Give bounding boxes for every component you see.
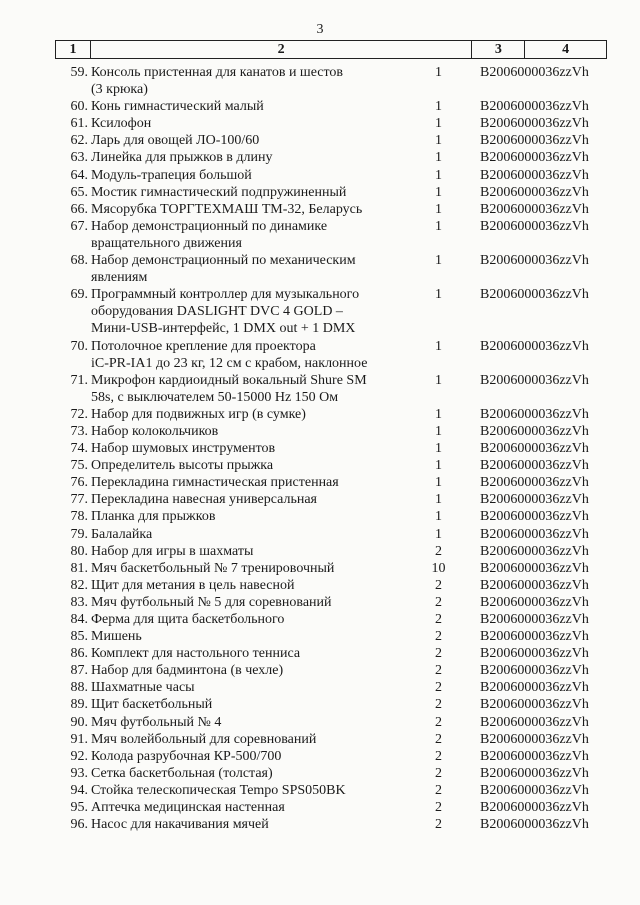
table-row bbox=[0, 731, 640, 748]
item-name bbox=[91, 372, 412, 406]
table-row bbox=[0, 560, 640, 577]
item-name bbox=[91, 543, 412, 560]
item-code: B2006000036zzVh bbox=[480, 184, 589, 200]
item-name bbox=[91, 184, 412, 201]
item-quantity: 1 bbox=[435, 150, 442, 166]
row-number: 95. bbox=[70, 800, 88, 816]
item-name-line: Конь гимнастический малый bbox=[91, 99, 264, 115]
item-code: B2006000036zzVh bbox=[480, 492, 589, 508]
item-name bbox=[91, 679, 412, 696]
header-col-1: 1 bbox=[56, 41, 91, 58]
item-name-line: Потолочное крепление для проектора bbox=[91, 338, 316, 354]
item-quantity: 1 bbox=[435, 287, 442, 303]
item-name bbox=[91, 201, 412, 218]
item-code: B2006000036zzVh bbox=[480, 423, 589, 439]
item-code: B2006000036zzVh bbox=[480, 218, 589, 234]
row-number: 87. bbox=[70, 663, 88, 679]
table-row bbox=[0, 645, 640, 662]
table-row bbox=[0, 440, 640, 457]
table-row bbox=[0, 218, 640, 252]
item-name bbox=[91, 594, 412, 611]
row-number: 92. bbox=[70, 748, 88, 764]
item-name-line: Набор для бадминтона (в чехле) bbox=[91, 663, 284, 679]
row-number: 74. bbox=[70, 441, 88, 457]
row-number: 64. bbox=[70, 167, 88, 183]
item-quantity: 1 bbox=[435, 372, 442, 388]
item-name bbox=[91, 662, 412, 679]
table-row bbox=[0, 679, 640, 696]
item-code: B2006000036zzVh bbox=[480, 116, 589, 132]
table-row bbox=[0, 64, 640, 98]
item-name bbox=[91, 474, 412, 491]
item-name-line: Колода разрубочная КР-500/700 bbox=[91, 748, 282, 764]
item-name-line: Набор демонстрационный по механическим bbox=[91, 253, 356, 269]
table-row bbox=[0, 816, 640, 833]
row-number: 76. bbox=[70, 475, 88, 491]
item-name bbox=[91, 64, 412, 98]
item-name bbox=[91, 526, 412, 543]
item-name bbox=[91, 457, 412, 474]
table-row bbox=[0, 201, 640, 218]
item-quantity: 2 bbox=[435, 663, 442, 679]
item-quantity: 1 bbox=[435, 184, 442, 200]
item-name-line: Планка для прыжков bbox=[91, 509, 216, 525]
item-code: B2006000036zzVh bbox=[480, 338, 589, 354]
table-row bbox=[0, 611, 640, 628]
item-quantity: 2 bbox=[435, 646, 442, 662]
item-name bbox=[91, 167, 412, 184]
item-name-line: Ларь для овощей ЛО-100/60 bbox=[91, 133, 260, 149]
item-name-line: Мостик гимнастический подпружиненный bbox=[91, 184, 347, 200]
item-name-line: явлениям bbox=[91, 270, 148, 286]
row-number: 75. bbox=[70, 458, 88, 474]
table-row bbox=[0, 115, 640, 132]
item-quantity: 1 bbox=[435, 99, 442, 115]
item-name bbox=[91, 577, 412, 594]
row-number: 82. bbox=[70, 577, 88, 593]
table-row bbox=[0, 782, 640, 799]
row-number: 85. bbox=[70, 629, 88, 645]
item-code: B2006000036zzVh bbox=[480, 782, 589, 798]
item-code: B2006000036zzVh bbox=[480, 133, 589, 149]
item-name bbox=[91, 731, 412, 748]
item-code: B2006000036zzVh bbox=[480, 543, 589, 559]
item-code: B2006000036zzVh bbox=[480, 817, 589, 833]
item-code: B2006000036zzVh bbox=[480, 526, 589, 542]
row-number: 77. bbox=[70, 492, 88, 508]
item-name-line: Шахматные часы bbox=[91, 680, 195, 696]
item-name-line: Набор для игры в шахматы bbox=[91, 543, 254, 559]
row-number: 89. bbox=[70, 697, 88, 713]
item-name-line: Микрофон кардиоидный вокальный Shure SM bbox=[91, 372, 367, 388]
table-row bbox=[0, 98, 640, 115]
row-number: 78. bbox=[70, 509, 88, 525]
item-quantity: 1 bbox=[435, 201, 442, 217]
item-quantity: 1 bbox=[435, 406, 442, 422]
item-name bbox=[91, 508, 412, 525]
table-row bbox=[0, 167, 640, 184]
item-name-line: Линейка для прыжков в длину bbox=[91, 150, 273, 166]
table-row bbox=[0, 594, 640, 611]
table-row bbox=[0, 628, 640, 645]
item-name-line: Насос для накачивания мячей bbox=[91, 817, 269, 833]
table-row bbox=[0, 406, 640, 423]
row-number: 94. bbox=[70, 782, 88, 798]
row-number: 91. bbox=[70, 731, 88, 747]
item-name bbox=[91, 765, 412, 782]
table-row bbox=[0, 799, 640, 816]
item-name bbox=[91, 149, 412, 166]
item-code: B2006000036zzVh bbox=[480, 680, 589, 696]
table-row bbox=[0, 252, 640, 286]
item-code: B2006000036zzVh bbox=[480, 458, 589, 474]
item-name-line: Мясорубка ТОРГТЕХМАШ ТМ-32, Беларусь bbox=[91, 201, 363, 217]
item-name-line: 58s, с выключателем 50-15000 Hz 150 Ом bbox=[91, 389, 339, 405]
item-name-line: оборудования DASLIGHT DVC 4 GOLD – bbox=[91, 304, 343, 320]
item-code: B2006000036zzVh bbox=[480, 714, 589, 730]
item-name bbox=[91, 98, 412, 115]
item-code: B2006000036zzVh bbox=[480, 594, 589, 610]
row-number: 73. bbox=[70, 423, 88, 439]
table-row bbox=[0, 132, 640, 149]
row-number: 79. bbox=[70, 526, 88, 542]
item-quantity: 1 bbox=[435, 475, 442, 491]
item-name bbox=[91, 286, 412, 337]
item-name bbox=[91, 423, 412, 440]
item-quantity: 2 bbox=[435, 731, 442, 747]
item-name bbox=[91, 440, 412, 457]
table-row bbox=[0, 491, 640, 508]
item-quantity: 1 bbox=[435, 509, 442, 525]
item-name-line: Щит для метания в цель навесной bbox=[91, 577, 295, 593]
item-name-line: Мини-USB-интерфейс, 1 DMX out + 1 DMX bbox=[91, 321, 356, 337]
item-name bbox=[91, 645, 412, 662]
item-quantity: 2 bbox=[435, 680, 442, 696]
item-quantity: 2 bbox=[435, 714, 442, 730]
table-row bbox=[0, 508, 640, 525]
item-code: B2006000036zzVh bbox=[480, 406, 589, 422]
item-code: B2006000036zzVh bbox=[480, 509, 589, 525]
row-number: 70. bbox=[70, 338, 88, 354]
item-name-line: Программный контроллер для музыкального bbox=[91, 287, 360, 303]
item-name bbox=[91, 748, 412, 765]
item-quantity: 2 bbox=[435, 748, 442, 764]
item-name-line: Набор колокольчиков bbox=[91, 423, 219, 439]
item-quantity: 1 bbox=[435, 218, 442, 234]
item-name-line: Определитель высоты прыжка bbox=[91, 458, 274, 474]
item-name-line: Мяч футбольный № 4 bbox=[91, 714, 222, 730]
row-number: 62. bbox=[70, 133, 88, 149]
header-col-3: 3 bbox=[472, 41, 525, 58]
table-row bbox=[0, 457, 640, 474]
item-quantity: 1 bbox=[435, 526, 442, 542]
item-code: B2006000036zzVh bbox=[480, 65, 589, 80]
table-body bbox=[0, 64, 640, 833]
item-quantity: 2 bbox=[435, 817, 442, 833]
item-name-line: Стойка телескопическая Tempo SPS050BK bbox=[91, 782, 346, 798]
table-header bbox=[55, 40, 607, 59]
table-row bbox=[0, 696, 640, 713]
row-number: 83. bbox=[70, 594, 88, 610]
item-quantity: 2 bbox=[435, 543, 442, 559]
item-quantity: 2 bbox=[435, 800, 442, 816]
row-number: 71. bbox=[70, 372, 88, 388]
item-quantity: 2 bbox=[435, 765, 442, 781]
item-quantity: 2 bbox=[435, 577, 442, 593]
item-code: B2006000036zzVh bbox=[480, 475, 589, 491]
item-quantity: 10 bbox=[431, 560, 446, 576]
item-name-line: Мяч баскетбольный № 7 тренировочный bbox=[91, 560, 335, 576]
item-name-line: (3 крюка) bbox=[91, 82, 148, 98]
item-code: B2006000036zzVh bbox=[480, 612, 589, 627]
item-quantity: 2 bbox=[435, 612, 442, 627]
row-number: 86. bbox=[70, 646, 88, 662]
item-name-line: Мяч футбольный № 5 для соревнований bbox=[91, 594, 332, 610]
item-quantity: 1 bbox=[435, 458, 442, 474]
item-name-line: Перекладина гимнастическая пристенная bbox=[91, 475, 339, 491]
item-name bbox=[91, 696, 412, 713]
item-name-line: Модуль-трапеция большой bbox=[91, 167, 252, 183]
item-code: B2006000036zzVh bbox=[480, 731, 589, 747]
table-row bbox=[0, 423, 640, 440]
item-name bbox=[91, 628, 412, 645]
item-name-line: iC-PR-IA1 до 23 кг, 12 см с крабом, наклонное bbox=[91, 355, 368, 371]
row-number: 68. bbox=[70, 253, 88, 269]
item-code: B2006000036zzVh bbox=[480, 99, 589, 115]
item-code: B2006000036zzVh bbox=[480, 697, 589, 713]
row-number: 67. bbox=[70, 218, 88, 234]
item-quantity: 1 bbox=[435, 423, 442, 439]
row-number: 80. bbox=[70, 543, 88, 559]
item-code: B2006000036zzVh bbox=[480, 663, 589, 679]
item-code: B2006000036zzVh bbox=[480, 577, 589, 593]
item-name bbox=[91, 218, 412, 252]
item-quantity: 1 bbox=[435, 253, 442, 269]
item-name-line: Ксилофон bbox=[91, 116, 152, 132]
table-row bbox=[0, 765, 640, 782]
table-row bbox=[0, 372, 640, 406]
row-number: 61. bbox=[70, 116, 88, 132]
item-name-line: вращательного движения bbox=[91, 235, 242, 251]
item-name-line: Консоль пристенная для канатов и шестов bbox=[91, 65, 344, 80]
row-number: 84. bbox=[70, 612, 88, 627]
item-quantity: 1 bbox=[435, 338, 442, 354]
item-code: B2006000036zzVh bbox=[480, 167, 589, 183]
item-quantity: 1 bbox=[435, 65, 442, 80]
table-row bbox=[0, 149, 640, 166]
item-name-line: Перекладина навесная универсальная bbox=[91, 492, 317, 508]
item-name bbox=[91, 491, 412, 508]
row-number: 72. bbox=[70, 406, 88, 422]
item-code: B2006000036zzVh bbox=[480, 765, 589, 781]
item-name bbox=[91, 560, 412, 577]
item-code: B2006000036zzVh bbox=[480, 800, 589, 816]
item-code: B2006000036zzVh bbox=[480, 201, 589, 217]
item-code: B2006000036zzVh bbox=[480, 372, 589, 388]
item-name-line: Набор демонстрационный по динамике bbox=[91, 218, 328, 234]
item-name-line: Мишень bbox=[91, 629, 142, 645]
item-name bbox=[91, 132, 412, 149]
item-name-line: Балалайка bbox=[91, 526, 153, 542]
item-name bbox=[91, 338, 412, 372]
item-code: B2006000036zzVh bbox=[480, 646, 589, 662]
table-row bbox=[0, 748, 640, 765]
table-row bbox=[0, 184, 640, 201]
item-name-line: Щит баскетбольный bbox=[91, 697, 213, 713]
header-col-2: 2 bbox=[91, 41, 473, 58]
item-name-line: Комплект для настольного тенниса bbox=[91, 646, 301, 662]
table-row bbox=[0, 338, 640, 372]
item-quantity: 1 bbox=[435, 167, 442, 183]
item-quantity: 2 bbox=[435, 782, 442, 798]
item-name-line: Набор для подвижных игр (в сумке) bbox=[91, 406, 306, 422]
item-name bbox=[91, 782, 412, 799]
item-quantity: 1 bbox=[435, 133, 442, 149]
row-number: 81. bbox=[70, 560, 88, 576]
item-name bbox=[91, 816, 412, 833]
row-number: 93. bbox=[70, 765, 88, 781]
page-number: 3 bbox=[316, 22, 324, 37]
table-row bbox=[0, 714, 640, 731]
row-number: 59. bbox=[70, 65, 88, 80]
item-name bbox=[91, 115, 412, 132]
row-number: 88. bbox=[70, 680, 88, 696]
item-name bbox=[91, 252, 412, 286]
table-row bbox=[0, 526, 640, 543]
row-number: 66. bbox=[70, 201, 88, 217]
item-name bbox=[91, 611, 412, 628]
item-quantity: 2 bbox=[435, 629, 442, 645]
item-code: B2006000036zzVh bbox=[480, 150, 589, 166]
row-number: 69. bbox=[70, 287, 88, 303]
item-code: B2006000036zzVh bbox=[480, 629, 589, 645]
item-quantity: 1 bbox=[435, 492, 442, 508]
item-quantity: 1 bbox=[435, 116, 442, 132]
item-name-line: Ферма для щита баскетбольного bbox=[91, 612, 285, 627]
table-row bbox=[0, 577, 640, 594]
table-row bbox=[0, 543, 640, 560]
row-number: 65. bbox=[70, 184, 88, 200]
item-quantity: 2 bbox=[435, 594, 442, 610]
item-code: B2006000036zzVh bbox=[480, 287, 589, 303]
item-name bbox=[91, 714, 412, 731]
item-code: B2006000036zzVh bbox=[480, 253, 589, 269]
row-number: 60. bbox=[70, 99, 88, 115]
item-quantity: 1 bbox=[435, 441, 442, 457]
item-name-line: Аптечка медицинская настенная bbox=[91, 800, 285, 816]
item-name bbox=[91, 799, 412, 816]
table-row bbox=[0, 286, 640, 337]
item-name-line: Набор шумовых инструментов bbox=[91, 441, 276, 457]
row-number: 63. bbox=[70, 150, 88, 166]
row-number: 96. bbox=[70, 817, 88, 833]
item-code: B2006000036zzVh bbox=[480, 441, 589, 457]
table-row bbox=[0, 662, 640, 679]
item-name-line: Сетка баскетбольная (толстая) bbox=[91, 765, 273, 781]
header-col-4: 4 bbox=[562, 42, 570, 57]
item-name bbox=[91, 406, 412, 423]
item-code: B2006000036zzVh bbox=[480, 748, 589, 764]
item-code: B2006000036zzVh bbox=[480, 560, 589, 576]
item-quantity: 2 bbox=[435, 697, 442, 713]
row-number: 90. bbox=[70, 714, 88, 730]
item-name-line: Мяч волейбольный для соревнований bbox=[91, 731, 317, 747]
table-row bbox=[0, 474, 640, 491]
